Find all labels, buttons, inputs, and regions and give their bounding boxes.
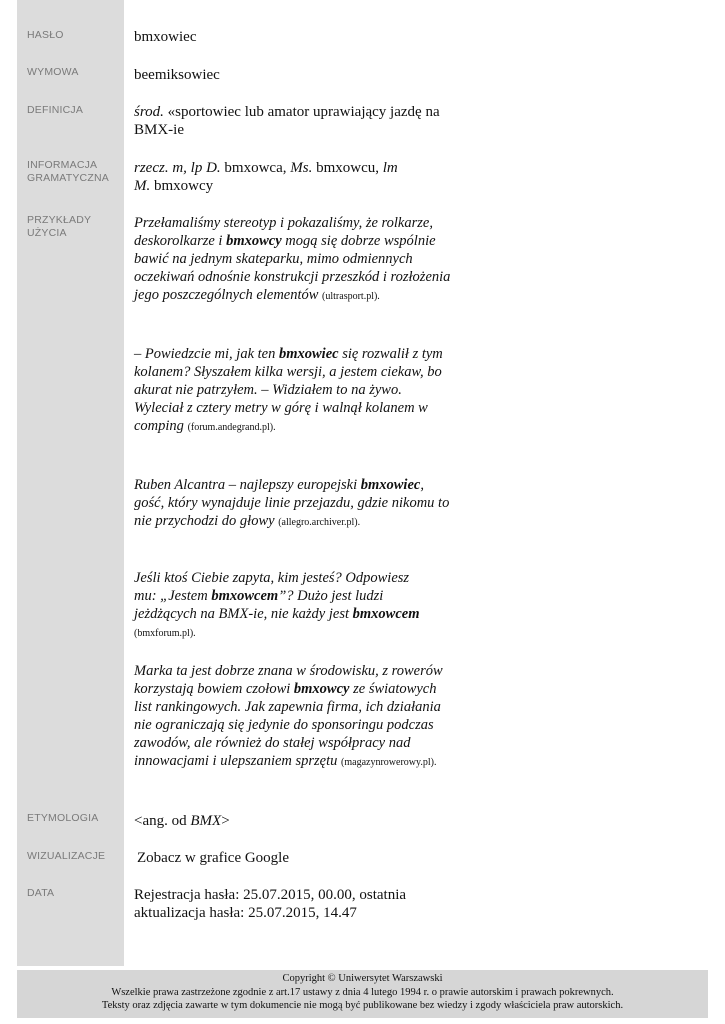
definition-text: «sportowiec lub amator uprawiający jazdę na BMX-ie <box>134 104 440 138</box>
copyright-footer <box>17 970 708 1018</box>
definition <box>134 103 454 139</box>
etymology-source-word: BMX <box>190 813 222 829</box>
example-text: się rozwalił z tym kolanem? Słyszałem kilka wersji, a jestem ciekaw, bo akurat nie patrzyłem. – Widziałem to na żywo. Wyleciał z cztery metry w górę i walnął kolanem w comping <box>134 346 443 434</box>
example-bold-word: bmxowcy <box>226 233 282 249</box>
example-text: Marka ta jest dobrze znana w środowisku, z rowerów korzystają bowiem czołowi <box>134 663 443 697</box>
example-source: (magazynrowerowy.pl). <box>341 757 437 768</box>
visualization-label: WIZUALIZACJE <box>27 850 106 862</box>
footer-rights: Wszelkie prawa zastrzeżone zgodnie z art.17 ustawy z dnia 4 lutego 1994 r. o prawie autorskim i prawach pokrewnych. <box>111 986 614 998</box>
example-text: Ruben Alcantra – najlepszy europejski <box>134 477 361 493</box>
example-bold-word: bmxowiec <box>278 346 339 362</box>
example-2 <box>134 345 452 437</box>
grammar-part: bmxowca, <box>220 160 291 176</box>
etymology-label: ETYMOLOGIA <box>27 812 99 824</box>
example-text: mogą się dobrze wspólnie bawić na jednym skateparku, mimo odmiennych oczekiwań odnośnie konstrukcji przeszkód i rozłożenia jego poszczególnych elementów <box>134 233 451 303</box>
example-text: ze światowych list rankingowych. Jak zapewnia firma, ich działania nie ograniczają się jedynie do sponsoringu podczas zawodów, ale również do stałej współpracy nad innowacjami i ulepszaniem sprzętu <box>134 681 441 769</box>
example-1 <box>134 214 459 306</box>
headword-label: HASŁO <box>27 29 64 41</box>
grammar-info <box>134 159 464 195</box>
grammar-part: bmxowcu, <box>312 160 383 176</box>
example-text: Przełamaliśmy stereotyp i pokazaliśmy, że rolkarze, deskorolkarze i <box>134 215 433 249</box>
example-text: Jeśli ktoś Ciebie zapyta, kim jesteś? Odpowiesz mu: „Jestem <box>134 570 410 604</box>
etymology <box>134 812 464 830</box>
examples-label: PRZYKŁADY UŻYCIA <box>27 214 92 239</box>
example-source: (ultrasport.pl). <box>322 291 380 302</box>
example-4 <box>134 569 434 643</box>
pronunciation-label: WYMOWA <box>27 66 79 78</box>
example-source: (forum.andegrand.pl). <box>187 422 276 433</box>
grammar-part: M. <box>134 178 151 194</box>
definition-label: DEFINICJA <box>27 104 84 116</box>
grammar-part: Ms. <box>290 160 313 176</box>
example-bold-word: bmxowcem <box>352 606 420 622</box>
grammar-part: lm <box>382 160 398 176</box>
example-bold-word: bmxowcem <box>211 588 279 604</box>
example-text: ”? Dużo jest ludzi jeżdżących na BMX-ie, nie każdy jest <box>134 588 384 622</box>
example-source: (allegro.archiver.pl). <box>278 517 361 528</box>
example-text: , gość, który wynajduje linie przejazdu, gdzie nikomu to nie przychodzi do głowy <box>134 477 450 529</box>
pronunciation: beemiksowiec <box>134 67 220 83</box>
footer-notice: Teksty oraz zdjęcia zawarte w tym dokumencie nie mogą być publikowane bez wiedzy i zgody właściciela praw autorskich. <box>101 1000 624 1011</box>
example-source: (bmxforum.pl). <box>134 628 196 639</box>
example-bold-word: bmxowcy <box>293 681 350 697</box>
example-3 <box>134 476 456 532</box>
grammar-part: rzecz. m, lp D. <box>134 160 221 176</box>
example-text: – Powiedzcie mi, jak ten <box>134 346 279 362</box>
headword: bmxowiec <box>134 29 197 45</box>
date-label: DATA <box>27 887 55 899</box>
date-info: Rejestracja hasła: 25.07.2015, 00.00, ostatnia aktualizacja hasła: 25.07.2015, 14.47 <box>134 887 407 921</box>
footer-copyright: Copyright © Uniwersytet Warszawski <box>282 973 443 984</box>
etymology-text: > <box>221 813 230 829</box>
etymology-text: <ang. od <box>134 813 191 829</box>
google-images-link[interactable]: Zobacz w grafice Google <box>137 850 290 866</box>
grammar-label: INFORMACJA GRAMATYCZNA <box>27 159 109 184</box>
definition-qualifier: środ. <box>134 104 164 120</box>
grammar-part: bmxowcy <box>150 178 214 194</box>
example-bold-word: bmxowiec <box>360 477 421 493</box>
example-5 <box>134 662 452 772</box>
